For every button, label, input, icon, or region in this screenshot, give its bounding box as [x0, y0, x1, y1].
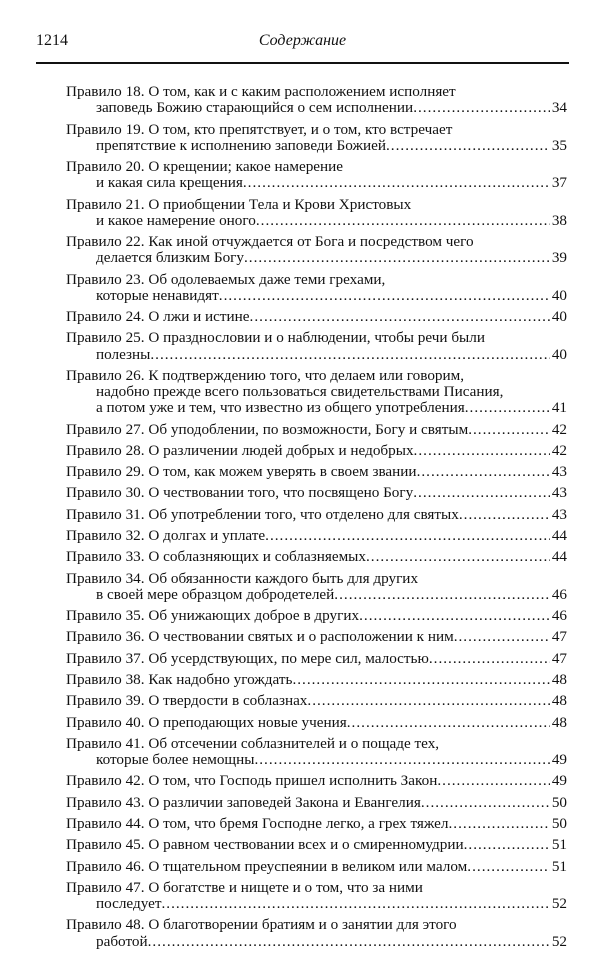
toc-page-number: 38: [551, 211, 567, 229]
toc-entry: [66, 485, 567, 501]
toc-page-number: 40: [551, 286, 567, 304]
toc-entry: [66, 773, 567, 789]
toc-page-number: 50: [551, 814, 567, 832]
toc-entry: [66, 507, 567, 523]
toc-entry-title-line: [66, 859, 567, 875]
toc-entry-title-line: [66, 197, 567, 213]
toc-entry: [66, 122, 567, 154]
toc-page-number: 40: [551, 308, 567, 325]
toc-entry-text: Правило 44. О том, что бремя Господне легко, а грех тяжел: [66, 814, 449, 832]
toc-entry: [66, 859, 567, 875]
toc-entry-text: Правило 25. О празднословии и о наблюдении, чтобы речи были: [66, 329, 485, 347]
toc-page-number: 48: [551, 692, 567, 710]
toc-entry-text: Правило 48. О благотворении братиям и о занятии для этого: [66, 916, 457, 934]
toc-entry-text: Правило 39. О твердости в соблазнах: [66, 692, 308, 710]
toc-entry-text: Правило 31. Об употреблении того, что отделено для святых: [66, 505, 459, 523]
toc-entry: [66, 234, 567, 266]
toc-entry-continuation-line: [66, 752, 567, 768]
toc-entry-title-line: [66, 880, 567, 896]
toc-entry-continuation-line: [66, 175, 567, 191]
leader-dots: [413, 485, 550, 501]
toc-entry-title-line: [66, 528, 567, 544]
toc-entry-title-line: [66, 736, 567, 752]
toc-entry-text: препятствие к исполнению заповеди Божией: [96, 136, 386, 154]
leader-dots: [465, 400, 550, 416]
toc-page-number: 42: [551, 441, 567, 459]
toc-entry-text: Правило 30. О чествовании того, что посвящено Богу: [66, 484, 414, 502]
toc-page-number: 43: [551, 463, 567, 481]
leader-dots: [437, 773, 549, 789]
table-of-contents: [66, 84, 567, 955]
toc-entry: [66, 795, 567, 811]
toc-entry: [66, 816, 567, 832]
toc-entry-text: которые ненавидят: [96, 286, 219, 304]
toc-entry: [66, 917, 567, 949]
leader-dots: [429, 651, 550, 667]
toc-entry-title-line: [66, 672, 567, 688]
toc-entry-text: Правило 23. Об одолеваемых даже теми грехами,: [66, 270, 386, 288]
toc-entry-text: Правило 47. О богатстве и нищете и о том, что за ними: [66, 878, 423, 896]
toc-entry-title-line: [66, 608, 567, 624]
toc-entry-text: Правило 42. О том, что Господь пришел исполнить Закон: [66, 772, 438, 790]
toc-entry: [66, 422, 567, 438]
toc-entry-title-line: [66, 693, 567, 709]
toc-page-number: 51: [551, 836, 567, 854]
toc-entry: [66, 368, 567, 417]
toc-page-number: 40: [551, 345, 567, 363]
toc-entry: [66, 651, 567, 667]
toc-entry-title-line: [66, 272, 567, 288]
leader-dots: [265, 528, 550, 544]
toc-page-number: 48: [551, 670, 567, 688]
toc-entry-continuation-line: [66, 250, 567, 266]
toc-page-number: 48: [551, 713, 567, 731]
toc-entry-text: Правило 24. О лжи и истине: [66, 308, 250, 325]
toc-entry-text: Правило 32. О долгах и уплате: [66, 526, 266, 544]
toc-page-number: 42: [551, 420, 567, 438]
toc-entry-title-line: [66, 443, 567, 459]
toc-entry: [66, 693, 567, 709]
toc-entry-title-line: [66, 507, 567, 523]
toc-entry-continuation-line: [66, 347, 567, 363]
leader-dots: [244, 250, 550, 266]
toc-page-number: 46: [551, 585, 567, 603]
toc-page-number: 43: [551, 484, 567, 502]
leader-dots: [454, 629, 550, 645]
toc-page-number: 43: [551, 505, 567, 523]
toc-entry-text: и какое намерение оного: [96, 211, 256, 229]
running-title: Содержание: [258, 32, 347, 49]
toc-entry-title-line: [66, 837, 567, 853]
toc-page-number: 50: [551, 793, 567, 811]
toc-entry-continuation-line: [66, 587, 567, 603]
toc-entry-text: Правило 21. О приобщении Тела и Крови Христовых: [66, 195, 412, 213]
toc-entry-text: последует: [96, 895, 162, 913]
toc-page-number: 51: [551, 857, 567, 875]
toc-entry-text: Правило 46. О тщательном преуспеянии в великом или малом: [66, 857, 468, 875]
leader-dots: [292, 672, 549, 688]
leader-dots: [150, 347, 549, 363]
toc-entry-title-line: [66, 773, 567, 789]
toc-page-number: 44: [551, 548, 567, 566]
toc-entry-text: Правило 19. О том, кто препятствует, и о том, кто встречает: [66, 120, 453, 138]
toc-entry: [66, 528, 567, 544]
leader-dots: [366, 549, 550, 565]
toc-page-number: 35: [551, 136, 567, 154]
toc-entry-title-line: [66, 368, 567, 384]
toc-entry: [66, 837, 567, 853]
toc-entry-text: Правило 20. О крещении; какое намерение: [66, 158, 344, 175]
leader-dots: [256, 213, 550, 229]
toc-entry-title-line: [66, 464, 567, 480]
leader-dots: [468, 422, 550, 438]
toc-entry-text: полезны: [96, 345, 151, 363]
leader-dots: [250, 309, 550, 325]
toc-entry-text: Правило 28. О различении людей добрых и недобрых: [66, 441, 414, 459]
header-rule: [36, 62, 569, 64]
toc-page-number: 37: [551, 174, 567, 192]
toc-entry-text: работой: [96, 932, 148, 950]
leader-dots: [464, 837, 550, 853]
toc-entry-text: Правило 34. Об обязанности каждого быть для других: [66, 569, 419, 587]
toc-entry-title-line: [66, 549, 567, 565]
toc-entry-text: и какая сила крещения: [96, 174, 243, 192]
toc-entry-title-line: [66, 571, 567, 587]
toc-entry-title-line: [66, 309, 567, 325]
toc-page-number: 47: [551, 649, 567, 667]
toc-entry-text: Правило 27. Об уподоблении, по возможности, Богу и святым: [66, 420, 469, 438]
toc-entry: [66, 159, 567, 191]
toc-entry: [66, 880, 567, 912]
leader-dots: [417, 464, 550, 480]
toc-entry-text: Правило 38. Как надобно угождать: [66, 670, 293, 688]
toc-entry-title-line: [66, 795, 567, 811]
toc-entry-text: которые более немощны: [96, 751, 255, 769]
leader-dots: [334, 587, 550, 603]
toc-page-number: 41: [551, 399, 567, 417]
toc-entry: [66, 571, 567, 603]
leader-dots: [243, 175, 550, 191]
leader-dots: [459, 507, 550, 523]
toc-page-number: 39: [551, 249, 567, 267]
toc-entry-continuation-line: [66, 213, 567, 229]
leader-dots: [359, 608, 550, 624]
toc-entry-text: Правило 35. Об унижающих доброе в других: [66, 607, 360, 625]
toc-page-number: 52: [551, 932, 567, 950]
toc-entry-text: Правило 22. Как иной отчуждается от Бога и посредством чего: [66, 233, 474, 250]
toc-entry-text: Правило 36. О чествовании святых и о расположении к ним: [66, 628, 454, 646]
toc-entry: [66, 736, 567, 768]
toc-entry-text: Правило 40. О преподающих новые учения: [66, 713, 347, 731]
leader-dots: [421, 795, 550, 811]
toc-entry-text: заповедь Божию старающийся о сем исполнении: [96, 99, 414, 117]
leader-dots: [161, 896, 549, 912]
toc-page-number: 34: [551, 99, 567, 117]
toc-entry: [66, 672, 567, 688]
toc-entry-title-line: [66, 715, 567, 731]
toc-entry-continuation-line: [66, 934, 567, 950]
leader-dots: [219, 288, 550, 304]
toc-entry-title-line: [66, 816, 567, 832]
toc-entry: [66, 443, 567, 459]
toc-entry-text: Правило 33. О соблазняющих и соблазняемых: [66, 548, 366, 566]
leader-dots: [449, 816, 550, 832]
toc-entry: [66, 608, 567, 624]
toc-page-number: 52: [551, 895, 567, 913]
toc-entry-title-line: [66, 234, 567, 250]
toc-entry-text: Правило 37. Об усердствующих, по мере сил, малостью: [66, 649, 429, 667]
toc-entry-text: Правило 18. О том, как и с каким расположением исполняет: [66, 83, 456, 100]
toc-entry-title-line: [66, 84, 567, 100]
toc-entry-continuation-line: [66, 896, 567, 912]
toc-entry-continuation-line: [66, 384, 567, 400]
toc-entry-text: а потом уже и тем, что известно из общего употребления: [96, 399, 465, 417]
leader-dots: [148, 934, 550, 950]
toc-entry-text: Правило 43. О различии заповедей Закона и Евангелия: [66, 793, 421, 811]
leader-dots: [347, 715, 550, 731]
toc-entry: [66, 309, 567, 325]
toc-entry: [66, 330, 567, 362]
leader-dots: [413, 100, 550, 116]
leader-dots: [254, 752, 549, 768]
toc-entry-continuation-line: [66, 138, 567, 154]
page-header: [36, 30, 569, 60]
toc-entry-title-line: [66, 629, 567, 645]
toc-page-number: 46: [551, 607, 567, 625]
toc-entry-title-line: [66, 651, 567, 667]
toc-entry: [66, 84, 567, 116]
toc-entry-text: Правило 45. О равном чествовании всех и о смиренномудрии: [66, 836, 464, 854]
leader-dots: [414, 443, 550, 459]
toc-entry-text: Правило 26. К подтверждению того, что делаем или говорим,: [66, 366, 465, 384]
toc-entry-text: Правило 41. Об отсечении соблазнителей и о пощаде тех,: [66, 734, 440, 752]
toc-entry: [66, 715, 567, 731]
toc-entry: [66, 197, 567, 229]
toc-page-number: 49: [551, 751, 567, 769]
toc-entry-text: делается близким Богу: [96, 249, 244, 267]
leader-dots: [307, 693, 549, 709]
toc-entry: [66, 272, 567, 304]
toc-entry-continuation-line: [66, 288, 567, 304]
toc-entry-text: надобно прежде всего пользоваться свидетельствами Писания,: [96, 383, 504, 400]
toc-entry-title-line: [66, 122, 567, 138]
leader-dots: [386, 138, 550, 154]
toc-entry-title-line: [66, 485, 567, 501]
leader-dots: [467, 859, 550, 875]
toc-entry-continuation-line: [66, 400, 567, 416]
toc-entry-text: Правило 29. О том, как можем уверять в своем звании: [66, 463, 417, 481]
toc-entry-text: в своей мере образцом добродетелей: [96, 585, 335, 603]
toc-entry-title-line: [66, 917, 567, 933]
toc-page-number: 49: [551, 772, 567, 790]
toc-entry-title-line: [66, 159, 567, 175]
toc-entry: [66, 629, 567, 645]
toc-entry: [66, 549, 567, 565]
toc-page-number: 47: [551, 628, 567, 646]
toc-entry-title-line: [66, 422, 567, 438]
toc-page-number: 44: [551, 526, 567, 544]
toc-entry-title-line: [66, 330, 567, 346]
toc-entry: [66, 464, 567, 480]
toc-entry-continuation-line: [66, 100, 567, 116]
page-number: 1214: [36, 32, 68, 49]
